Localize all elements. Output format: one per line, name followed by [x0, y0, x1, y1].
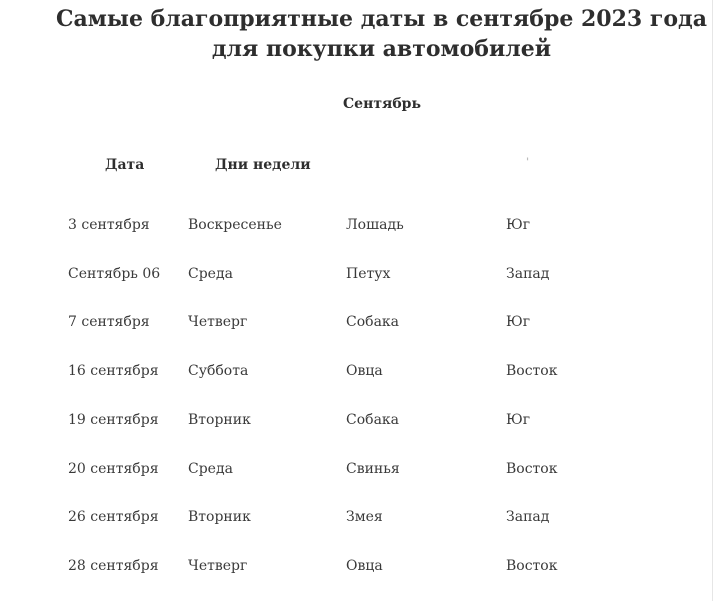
table-row [0, 558, 712, 580]
page-title-line-2: для покупки автомобилей [211, 36, 552, 62]
cell-weekday: Среда [188, 266, 233, 282]
header-date: Дата [105, 157, 145, 173]
cell-weekday: Среда [188, 461, 233, 477]
table-header-row [0, 157, 712, 179]
cell-date: 3 сентября [68, 217, 150, 233]
cell-date: Сентябрь 06 [68, 266, 161, 282]
cell-date: 28 сентября [68, 558, 159, 574]
cell-zodiac: Лошадь [346, 217, 404, 233]
table-month-caption: Сентябрь [343, 96, 421, 112]
cell-date: 19 сентября [68, 412, 159, 428]
cell-direction: Восток [506, 558, 558, 574]
cell-weekday: Вторник [188, 412, 251, 428]
cell-zodiac: Змея [346, 509, 383, 525]
table-row [0, 363, 712, 385]
page-right-border [712, 0, 713, 601]
cell-direction: Юг [506, 217, 531, 233]
cell-direction: Запад [506, 266, 550, 282]
table-row [0, 412, 712, 434]
cell-date: 7 сентября [68, 314, 150, 330]
table-row [0, 266, 712, 288]
cell-zodiac: Собака [346, 314, 400, 330]
cell-direction: Восток [506, 363, 558, 379]
table-row [0, 314, 712, 336]
table-row [0, 509, 712, 531]
cell-zodiac: Петух [346, 266, 391, 282]
page-title [40, 4, 723, 64]
cell-direction: Юг [506, 412, 531, 428]
cell-weekday: Четверг [188, 314, 248, 330]
table-row [0, 217, 712, 239]
cell-weekday: Воскресенье [188, 217, 282, 233]
cell-weekday: Вторник [188, 509, 251, 525]
cell-weekday: Суббота [188, 363, 249, 379]
cell-zodiac: Собака [346, 412, 400, 428]
cell-direction: Запад [506, 509, 550, 525]
cell-zodiac: Свинья [346, 461, 400, 477]
cell-zodiac: Овца [346, 363, 383, 379]
header-direction: ' [526, 157, 530, 168]
page-title-line-1: Самые благоприятные даты в сентябре 2023 года [56, 6, 707, 32]
cell-date: 16 сентября [68, 363, 159, 379]
cell-date: 20 сентября [68, 461, 159, 477]
header-weekday: Дни недели [215, 157, 311, 173]
cell-date: 26 сентября [68, 509, 159, 525]
cell-direction: Юг [506, 314, 531, 330]
table-row [0, 461, 712, 483]
cell-direction: Восток [506, 461, 558, 477]
cell-zodiac: Овца [346, 558, 383, 574]
cell-weekday: Четверг [188, 558, 248, 574]
